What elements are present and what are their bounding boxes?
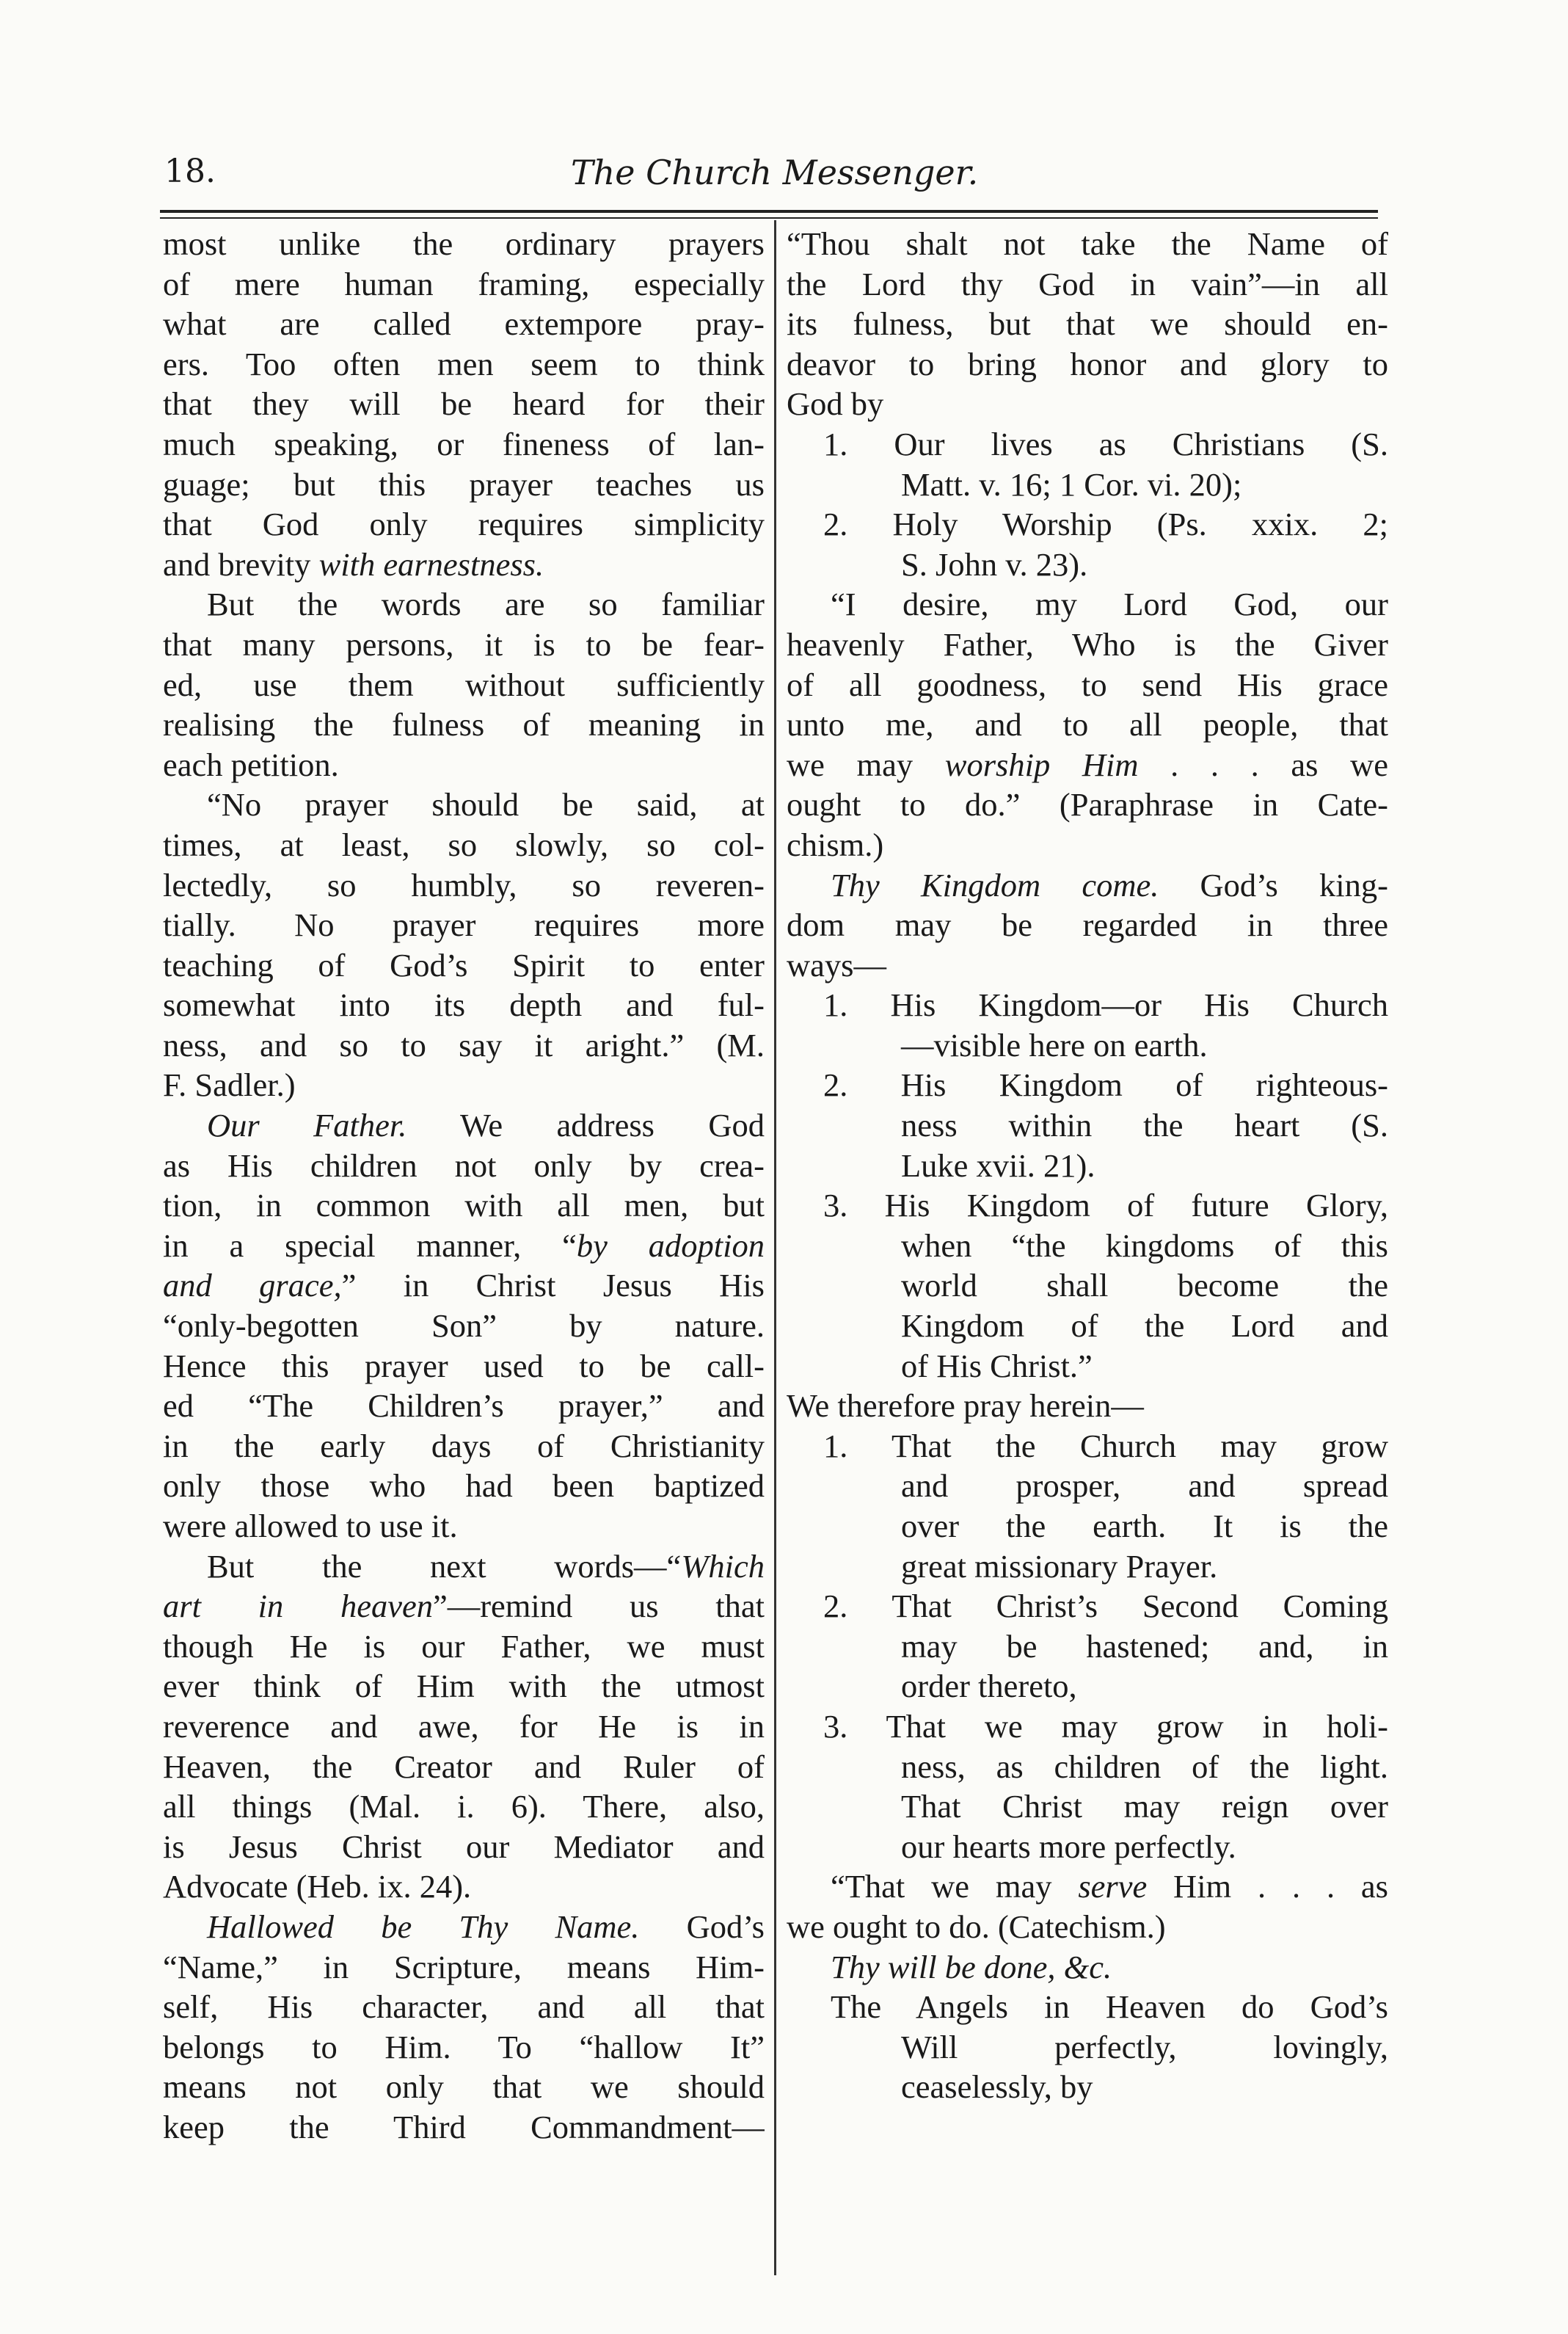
text-line: most unlike the ordinary prayers <box>163 225 765 262</box>
page-number: 18. <box>164 153 216 190</box>
text-line: Thy will be done, &c. <box>831 1948 1112 1985</box>
text-line: dom may be regarded in three <box>787 906 1388 944</box>
text-line: heavenly Father, Who is the Giver <box>787 625 1388 663</box>
text-line: ness, and so to say it aright.” (M. <box>163 1026 765 1064</box>
text-line: S. John v. 23). <box>901 545 1088 583</box>
text-line: 2. His Kingdom of righteous- <box>823 1066 1388 1104</box>
text-line: in the early days of Christianity <box>163 1427 765 1464</box>
text-line: ed “The Children’s prayer,” and <box>163 1387 765 1425</box>
text-line: self, His character, and all that <box>163 1988 765 2026</box>
text-line: “No prayer should be said, at <box>207 786 765 824</box>
running-title: The Church Messenger. <box>571 153 979 192</box>
text-line: unto me, and to all people, that <box>787 706 1388 744</box>
text-line: —visible here on earth. <box>901 1026 1208 1064</box>
text-line: ed, use them without sufficiently <box>163 666 765 703</box>
text-line: 1. Our lives as Christians (S. <box>823 425 1388 462</box>
text-line: Hence this prayer used to be call- <box>163 1347 765 1384</box>
text-line: Our Father. We address God <box>207 1107 765 1144</box>
text-line: ought to do.” (Paraphrase in Cate- <box>787 786 1388 824</box>
text-line: when “the kingdoms of this <box>901 1226 1388 1264</box>
text-line: times, at least, so slowly, so col- <box>163 826 765 863</box>
text-line: ers. Too often men seem to think <box>163 345 765 382</box>
text-line: and prosper, and spread <box>901 1467 1388 1505</box>
text-line: that many persons, it is to be fear- <box>163 625 765 663</box>
text-line: “I desire, my Lord God, our <box>831 586 1388 623</box>
left-column <box>163 224 765 2148</box>
text-line: teaching of God’s Spirit to enter <box>163 946 765 984</box>
text-line: as His children not only by crea- <box>163 1146 765 1184</box>
text-line: world shall become the <box>901 1267 1388 1304</box>
text-line: F. Sadler.) <box>163 1066 296 1104</box>
right-column <box>787 224 1388 2107</box>
text-line: Thy Kingdom come. God’s king- <box>831 866 1388 904</box>
text-line: But the words are so familiar <box>207 586 765 623</box>
text-line: of His Christ.” <box>901 1347 1093 1384</box>
text-line: 2. That Christ’s Second Coming <box>823 1588 1388 1625</box>
text-line: much speaking, or fineness of lan- <box>163 425 765 462</box>
text-line: ness, as children of the light. <box>901 1748 1388 1785</box>
text-line: great missionary Prayer. <box>901 1547 1218 1585</box>
text-line: deavor to bring honor and glory to <box>787 345 1388 382</box>
text-line: and brevity with earnestness. <box>163 545 544 583</box>
text-line: only those who had been baptized <box>163 1467 765 1505</box>
text-line: in a special manner, “by adoption <box>163 1226 765 1264</box>
text-line: realising the fulness of meaning in <box>163 706 765 744</box>
text-line: 2. Holy Worship (Ps. xxix. 2; <box>823 506 1388 543</box>
text-line: its fulness, but that we should en- <box>787 305 1388 343</box>
text-line: God by <box>787 385 884 423</box>
text-line: That Christ may reign over <box>901 1788 1388 1825</box>
text-line: “only-begotten Son” by nature. <box>163 1307 765 1345</box>
text-line: and grace,” in Christ Jesus His <box>163 1267 765 1304</box>
column-divider <box>774 220 776 2275</box>
text-line: ceaselessly, by <box>901 2068 1093 2106</box>
text-line: of mere human framing, especially <box>163 265 765 302</box>
text-line: lectedly, so humbly, so reveren- <box>163 866 765 904</box>
text-line: 1. His Kingdom—or His Church <box>823 986 1388 1024</box>
text-line: all things (Mal. i. 6). There, also, <box>163 1788 765 1825</box>
text-line: But the next words—“Which <box>207 1547 765 1585</box>
text-line: we may worship Him . . . as we <box>787 746 1388 783</box>
text-line: what are called extempore pray- <box>163 305 765 343</box>
text-line: over the earth. It is the <box>901 1508 1388 1544</box>
text-line: the Lord thy God in vain”—in all <box>787 265 1388 302</box>
text-line: “That we may serve Him . . . as <box>831 1868 1388 1905</box>
text-line: we ought to do. (Catechism.) <box>787 1908 1166 1945</box>
text-line: ness within the heart (S. <box>901 1107 1388 1144</box>
text-line: We therefore pray herein— <box>787 1387 1144 1425</box>
text-line: tion, in common with all men, but <box>163 1187 765 1224</box>
text-line: that God only requires simplicity <box>163 506 765 543</box>
page-header <box>160 153 1378 204</box>
text-line: Matt. v. 16; 1 Cor. vi. 20); <box>901 465 1242 503</box>
text-line: order thereto, <box>901 1668 1077 1705</box>
text-line: Hallowed be Thy Name. God’s <box>207 1908 765 1945</box>
text-line: Kingdom of the Lord and <box>901 1307 1388 1345</box>
text-line: guage; but this prayer teaches us <box>163 465 765 503</box>
text-line: Heaven, the Creator and Ruler of <box>163 1748 765 1785</box>
header-rule <box>160 210 1378 213</box>
text-line: each petition. <box>163 746 339 783</box>
text-line: means not only that we should <box>163 2068 765 2106</box>
text-line: “Name,” in Scripture, means Him- <box>163 1948 765 1985</box>
text-line: chism.) <box>787 826 884 863</box>
text-line: The Angels in Heaven do God’s <box>831 1988 1388 2026</box>
text-line: is Jesus Christ our Mediator and <box>163 1828 765 1865</box>
text-line: belongs to Him. To “hallow It” <box>163 2028 765 2065</box>
text-line: keep the Third Commandment— <box>163 2108 765 2145</box>
text-line: may be hastened; and, in <box>901 1627 1388 1665</box>
text-line: “Thou shalt not take the Name of <box>787 225 1388 262</box>
text-line: ever think of Him with the utmost <box>163 1668 765 1705</box>
text-line: somewhat into its depth and ful- <box>163 986 765 1024</box>
text-line: were allowed to use it. <box>163 1508 458 1544</box>
text-line: tially. No prayer requires more <box>163 906 765 944</box>
text-line: Luke xvii. 21). <box>901 1146 1095 1184</box>
text-line: art in heaven”—remind us that <box>163 1588 765 1625</box>
text-line: though He is our Father, we must <box>163 1627 765 1665</box>
header-rule-thin <box>160 217 1378 219</box>
text-line: our hearts more perfectly. <box>901 1828 1236 1865</box>
text-line: 3. That we may grow in holi- <box>823 1707 1388 1745</box>
text-line: of all goodness, to send His grace <box>787 666 1388 703</box>
text-line: 1. That the Church may grow <box>823 1427 1388 1464</box>
text-line: that they will be heard for their <box>163 385 765 423</box>
text-line: Will perfectly, lovingly, <box>901 2028 1388 2065</box>
text-line: Advocate (Heb. ix. 24). <box>163 1868 472 1905</box>
text-line: 3. His Kingdom of future Glory, <box>823 1187 1388 1224</box>
text-line: reverence and awe, for He is in <box>163 1707 765 1745</box>
text-line: ways— <box>787 946 886 984</box>
